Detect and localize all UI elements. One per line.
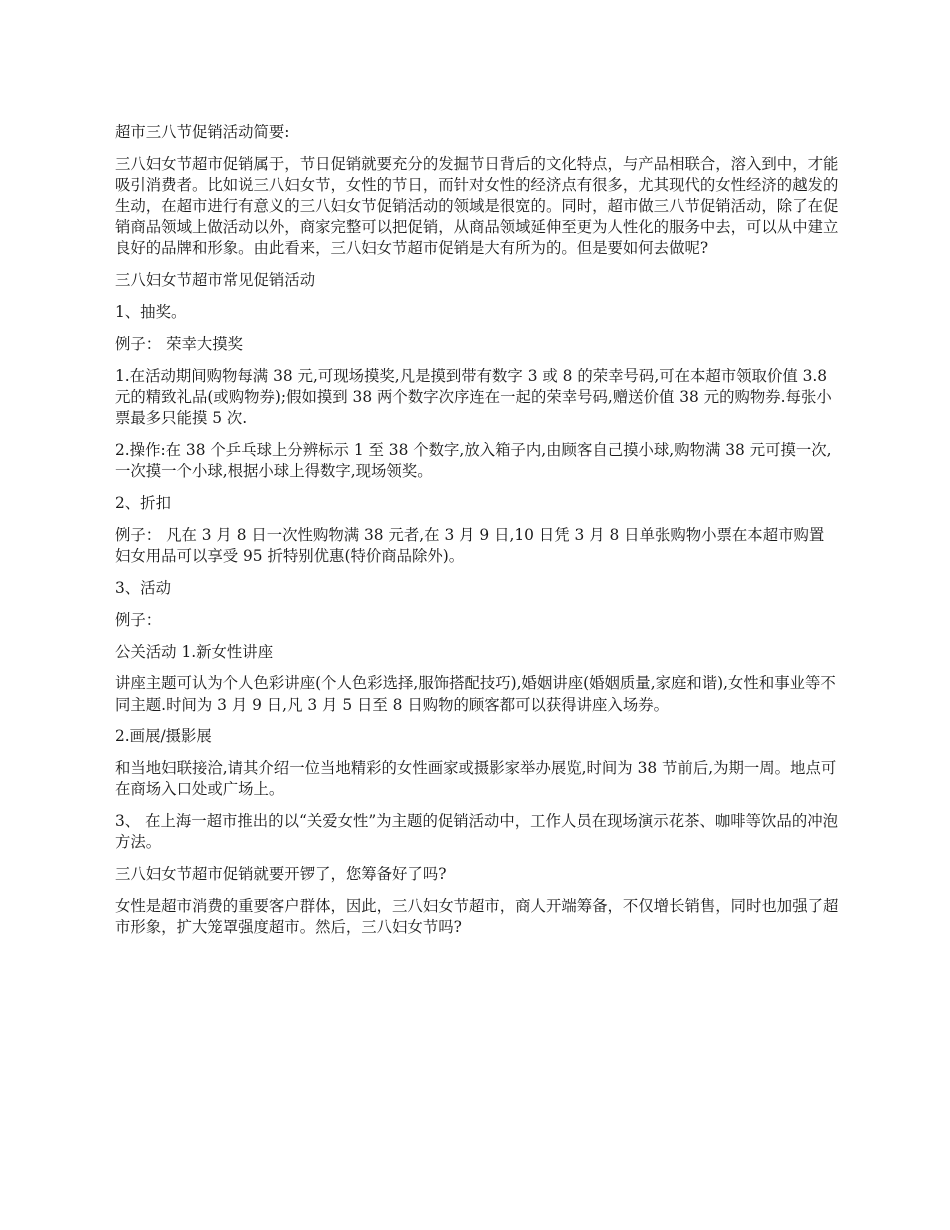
- subsection-heading: 公关活动 1.新女性讲座: [115, 642, 274, 661]
- body-paragraph: 女性是超市消费的重要客户群体，因此，三八妇女节超市，商人开端筹备，不仅增长销售，同时也加强了超市形象，扩大笼罩强度超市。然后，三八妇女节吗?: [115, 897, 839, 937]
- list-item-heading: 2、折扣: [115, 493, 171, 512]
- section-heading: 三八妇女节超市常见促销活动: [115, 271, 316, 290]
- example-label: 例子：: [115, 610, 162, 629]
- body-paragraph: 3、 在上海一超市推出的以“关爱女性”为主题的促销活动中，工作人员在现场演示花茶、咖啡等饮品的冲泡方法。: [115, 812, 838, 852]
- body-paragraph: 讲座主题可认为个人色彩讲座(个人色彩选择,服饰搭配技巧),婚姻讲座(婚姻质量,家庭和谐),女性和事业等不同主题.时间为 3 月 9 日,凡 3 月 5 日至 8 日购物的顾客都可以获得讲座入场券。: [115, 674, 836, 714]
- subsection-heading: 2.画展/摄影展: [115, 727, 212, 746]
- document-page: [115, 122, 839, 949]
- body-paragraph: 和当地妇联接洽,请其介绍一位当地精彩的女性画家或摄影家举办展览,时间为 38 节前后,为期一周。地点可在商场入口处或广场上。: [115, 759, 837, 799]
- body-paragraph: 1.在活动期间购物每满 38 元,可现场摸奖,凡是摸到带有数字 3 或 8 的荣幸号码,可在本超市领取价值 3.8 元的精致礼品(或购物券);假如摸到 38 两个数字次序连在一起的荣幸号码,赠送价值 38 元的购物券.每张小票最多只能摸 5 次.: [115, 366, 832, 428]
- body-paragraph: 2.操作:在 38 个乒乓球上分辨标示 1 至 38 个数字,放入箱子内,由顾客自己摸小球,购物满 38 元可摸一次,一次摸一个小球,根据小球上得数字,现场领奖。: [115, 440, 832, 480]
- document-title: 超市三八节促销活动简要:: [115, 123, 290, 141]
- body-paragraph: 三八妇女节超市促销就要开锣了，您筹备好了吗?: [115, 865, 447, 884]
- list-item-heading: 3、活动: [115, 578, 171, 597]
- body-paragraph: 例子： 凡在 3 月 8 日一次性购物满 38 元者,在 3 月 9 日,10 日凭 3 月 8 日单张购物小票在本超市购置妇女用品可以享受 95 折特别优惠(特价商品除外)。: [115, 525, 825, 565]
- example-label: 例子： 荣幸大摸奖: [115, 334, 244, 353]
- list-item-heading: 1、抽奖。: [115, 303, 187, 322]
- intro-paragraph: 三八妇女节超市促销属于，节日促销就要充分的发掘节日背后的文化特点，与产品相联合，溶入到中，才能吸引消费者。比如说三八妇女节，女性的节日，而针对女性的经济点有很多，尤其现代的女性经济的越发的生动，在超市进行有意义的三八妇女节促销活动的领域是很宽的。同时，超市做三八节促销活动，除了在促销商品领域上做活动以外，商家完整可以把促销，从商品领域延伸至更为人性化的服务中去，可以从中建立良好的品牌和形象。由此看来，三八妇女节超市促销是大有所为的。但是要如何去做呢?: [115, 154, 839, 258]
